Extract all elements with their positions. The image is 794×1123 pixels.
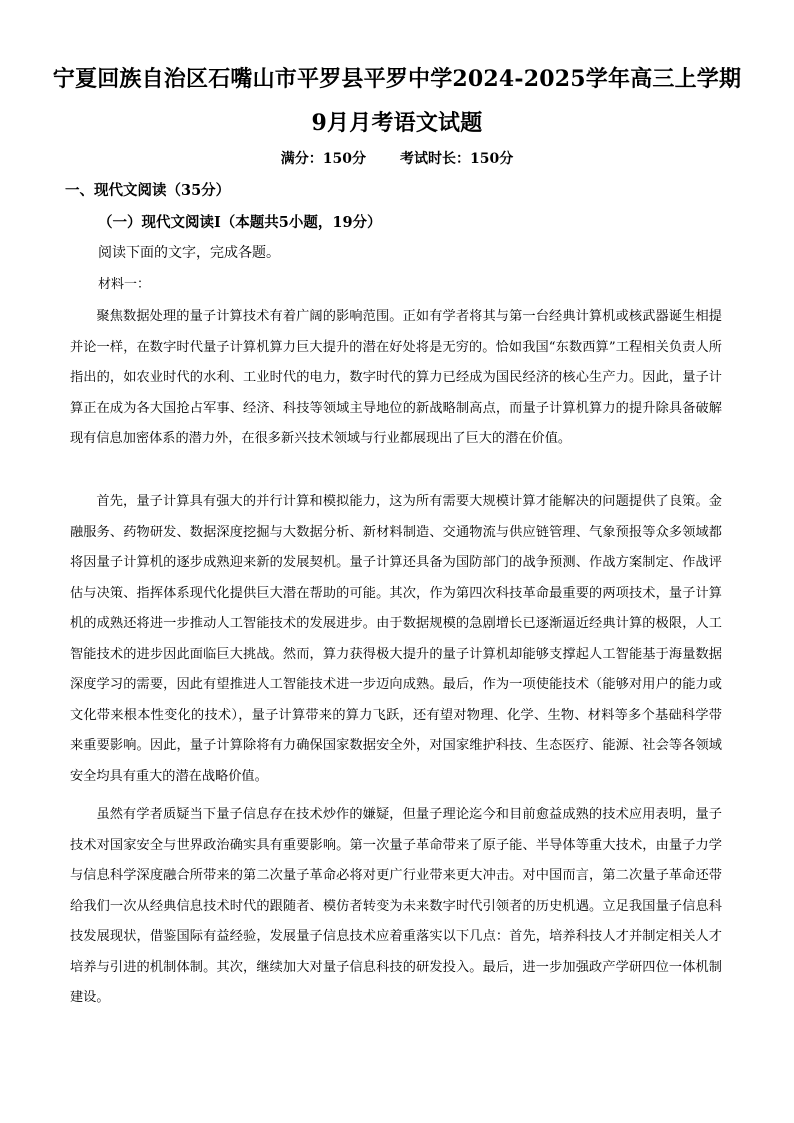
instruction-text: 阅读下面的文字，完成各题。 [98, 245, 280, 261]
page-title-line1: 宁夏回族自治区石嘴山市平罗县平罗中学2024-2025学年高三上学期 [52, 66, 742, 92]
full-score: 满分：150分 [280, 151, 366, 167]
section-heading: 一、现代文阅读（35分） [65, 182, 231, 199]
exam-time: 考试时长：150分 [400, 151, 514, 167]
material-label: 材料一： [98, 277, 151, 292]
subsection-heading: （一）现代文阅读I（本题共5小题，19分） [98, 214, 382, 231]
paragraph: 聚焦数据处理的量子计算技术有着广阔的影响范围。正如有学者将其与第一台经典计算机或核武器诞生相提并论一样，在数字时代量子计算机算力巨大提升的潜在好处将是无穷的。恰如我国“东数西算”工程相关负责人所指出的，如农业时代的水利、工业时代的电力，数字时代的算力已经成为国民经济的核心生产力。因此，量子计算正在成为各大国抢占军事、经济、科技等领域主导地位的新战略制高点，而量子计算机算力的提升除具备破解现有信息加密体系的潜力外，在很多新兴技术领域与行业都展现出了巨大的潜在价值。 [70, 309, 722, 446]
paragraph: 虽然有学者质疑当下量子信息存在技术炒作的嫌疑，但量子理论迄今和目前愈益成熟的技术应用表明，量子技术对国家安全与世界政治确实具有重要影响。第一次量子革命带来了原子能、半导体等重大技术，由量子力学与信息科学深度融合所带来的第二次量子革命必将对更广行业带来更大冲击。对中国而言，第二次量子革命还带给我们一次从经典信息技术时代的跟随者、模仿者转变为未来数字时代引领者的历史机遇。立足我国量子信息科技发展现状，借鉴国际有益经验，发展量子信息技术应着重落实以下几点：首先，培养科技人才并制定相关人才培养与引进的机制体制。其次，继续加大对量子信息科技的研发投入。最后，进一步加强政产学研四位一体机制建设。 [70, 807, 722, 1005]
paragraph: 首先，量子计算具有强大的并行计算和模拟能力，这为所有需要大规模计算才能解决的问题提供了良策。金融服务、药物研发、数据深度挖掘与大数据分析、新材料制造、交通物流与供应链管理、气象预报等众多领域都将因量子计算机的逐步成熟迎来新的发展契机。量子计算还具备为国防部门的战争预测、作战方案制定、作战评估与决策、指挥体系现代化提供巨大潜在帮助的可能。其次，作为第四次科技革命最重要的两项技术，量子计算机的成熟还将进一步推动人工智能技术的发展进步。由于数据规模的急剧增长已逐渐逼近经典计算的极限，人工智能技术的进步因此面临巨大挑战。然而，算力获得极大提升的量子计算机却能够支撑起人工智能基于海量数据深度学习的需要，因此有望推进人工智能技术进一步迈向成熟。最后，作为一项使能技术（能够对用户的能力或文化带来根本性变化的技术），量子计算带来的算力飞跃，还有望对物理、化学、生物、材料等多个基础科学带来重要影响。因此，量子计算除将有力确保国家数据安全外，对国家维护科技、生态医疗、能源、社会等各领域安全均具有重大的潜在战略价值。 [70, 494, 722, 784]
exam-meta [0, 148, 794, 170]
page-title-line2: 9月月考语文试题 [311, 110, 483, 136]
